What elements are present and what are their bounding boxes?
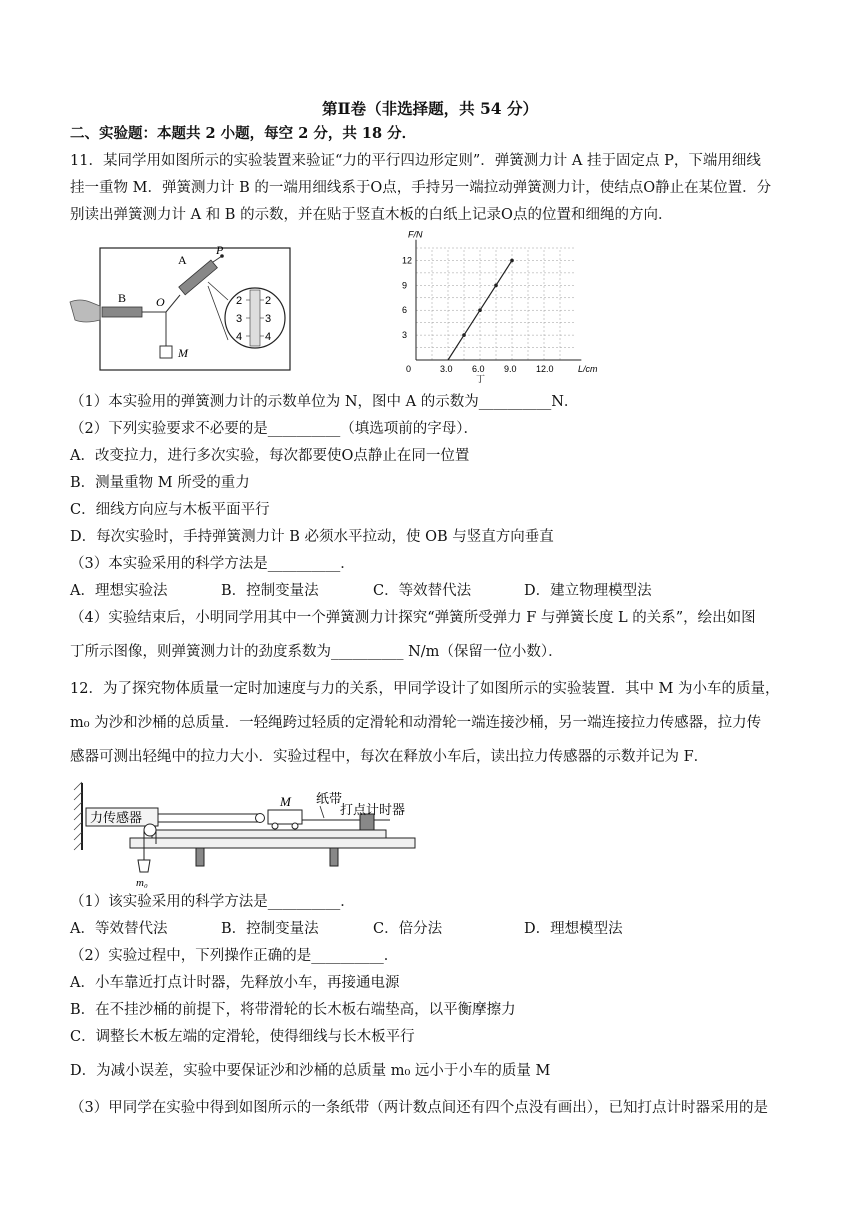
label-sensor: 力传感器 [90,811,143,826]
cart-pulley-apparatus-figure [70,778,420,888]
y-axis-label: F/N [408,229,423,240]
q11-p3-option-b: B．控制变量法 [221,583,319,599]
q12-p2-option-a: A．小车靠近打点计时器，先释放小车，再接通电源 [70,975,400,991]
q11-p3-option-d: D．建立物理模型法 [524,583,652,599]
x-axis-label: L/cm [578,364,598,374]
x-tick-label: 3.0 [440,364,453,374]
origin-label: 0 [406,364,412,374]
q11-p2: （2）下列实验要求不必要的是__________（填选项前的字母）． [70,421,478,437]
q12-stem-1: 12．为了探究物体质量一定时加速度与力的关系，甲同学设计了如图所示的实验装置．其中 M 为小车的质量， [70,681,780,697]
label-cart-m: M [280,794,291,809]
x-tick-label: 9.0 [504,364,517,374]
q12-p2-option-d: D．为减小误差，实验中要保证沙和沙桶的总质量 m₀ 远小于小车的质量 M [70,1063,551,1079]
chart-caption: 丁 [476,374,486,384]
y-tick-label: 9 [402,280,408,291]
q11-p2-option-b: B．测量重物 M 所受的重力 [70,475,250,491]
y-tick-label: 3 [402,330,408,341]
data-point [478,308,482,312]
q12-p1-option-c: C．倍分法 [373,921,443,937]
q12-p3: （3）甲同学在实验中得到如图所示的一条纸带（两计数点间还有四个点没有画出），已知打点计时器采用的是 [70,1100,768,1116]
q11-p4-line1: （4）实验结束后，小明同学用其中一个弹簧测力计探究“弹簧所受弹力 F 与弹簧长度 L 的关系”，绘出如图 [70,610,756,626]
y-tick-label: 6 [402,305,408,316]
q12-stem-3: 感器可测出轻绳中的拉力大小．实验过程中，每次在释放小车后，读出拉力传感器的示数并记为 F． [70,749,709,765]
q12-p2: （2）实验过程中，下列操作正确的是__________． [70,948,399,964]
label-o: O [156,295,165,309]
q12-p1-option-d: D．理想模型法 [524,921,623,937]
label-timer: 打点计时器 [340,803,406,818]
q12-stem-2: m₀ 为沙和沙桶的总质量．一轻绳跨过轻质的定滑轮和动滑轮一端连接沙桶，另一端连接拉力传感器，拉力传 [70,715,762,731]
q11-p2-option-c: C．细线方向应与木板平面平行 [70,502,270,518]
q12-p1-option-a: A．等效替代法 [70,921,168,937]
label-tape: 纸带 [316,792,343,807]
scale-right-2: 2 [265,295,272,307]
q12-p2-option-b: B．在不挂沙桶的前提下，将带滑轮的长木板右端垫高，以平衡摩擦力 [70,1002,516,1018]
q11-p1: （1）本实验用的弹簧测力计的示数单位为 N，图中 A 的示数为__________N． [70,394,579,410]
spring-scale-apparatus-figure [70,240,300,380]
scale-right-3: 3 [265,313,272,325]
label-b: B [118,291,127,305]
q11-stem-3: 别读出弹簧测力计 A 和 B 的示数，并在贴于竖直木板的白纸上记录O点的位置和细绳的方向． [70,207,673,223]
q12-p1-option-b: B．控制变量法 [221,921,319,937]
y-tick-label: 12 [402,255,413,266]
label-m: M [178,346,188,360]
scale-left-4: 4 [236,331,243,343]
q11-p3-option-c: C．等效替代法 [373,583,472,599]
q11-p2-option-d: D．每次实验时，手持弹簧测力计 B 必须水平拉动，使 OB 与竖直方向垂直 [70,529,554,545]
q11-p4-line2: 丁所示图像，则弹簧测力计的劲度系数为__________ N/m（保留一位小数）． [70,644,563,660]
scale-right-4: 4 [265,331,272,343]
force-length-chart [396,229,598,384]
q12-p1: （1）该实验采用的科学方法是__________． [70,894,355,910]
q11-p3-option-a: A．理想实验法 [70,583,168,599]
x-tick-label: 6.0 [472,364,485,374]
data-point [510,259,514,263]
q11-p3: （3）本实验采用的科学方法是__________． [70,556,355,572]
scale-left-2: 2 [236,295,243,307]
label-m0: m₀ [136,877,148,889]
x-tick-label: 12.0 [536,364,554,374]
data-point [494,284,498,288]
q11-stem-2: 挂一重物 M．弹簧测力计 B 的一端用细线系于O点，手持另一端拉动弹簧测力计，使结点O静止在某位置．分 [70,180,772,196]
hand-icon [70,300,100,322]
scale-left-3: 3 [236,313,243,325]
part-heading: 二、实验题：本题共 2 小题，每空 2 分，共 18 分． [70,125,417,142]
label-p: P [216,243,224,257]
section-title: 第Ⅱ卷（非选择题，共 54 分） [322,99,538,118]
data-point [462,333,466,337]
label-a: A [178,253,187,267]
q11-p2-option-a: A．改变拉力，进行多次实验，每次都要使O点静止在同一位置 [70,448,470,464]
q12-p2-option-c: C．调整长木板左端的定滑轮，使得细线与长木板平行 [70,1029,415,1045]
q11-stem-1: 11．某同学用如图所示的实验装置来验证“力的平行四边形定则”．弹簧测力计 A 挂于固定点 P，下端用细线 [70,153,761,169]
